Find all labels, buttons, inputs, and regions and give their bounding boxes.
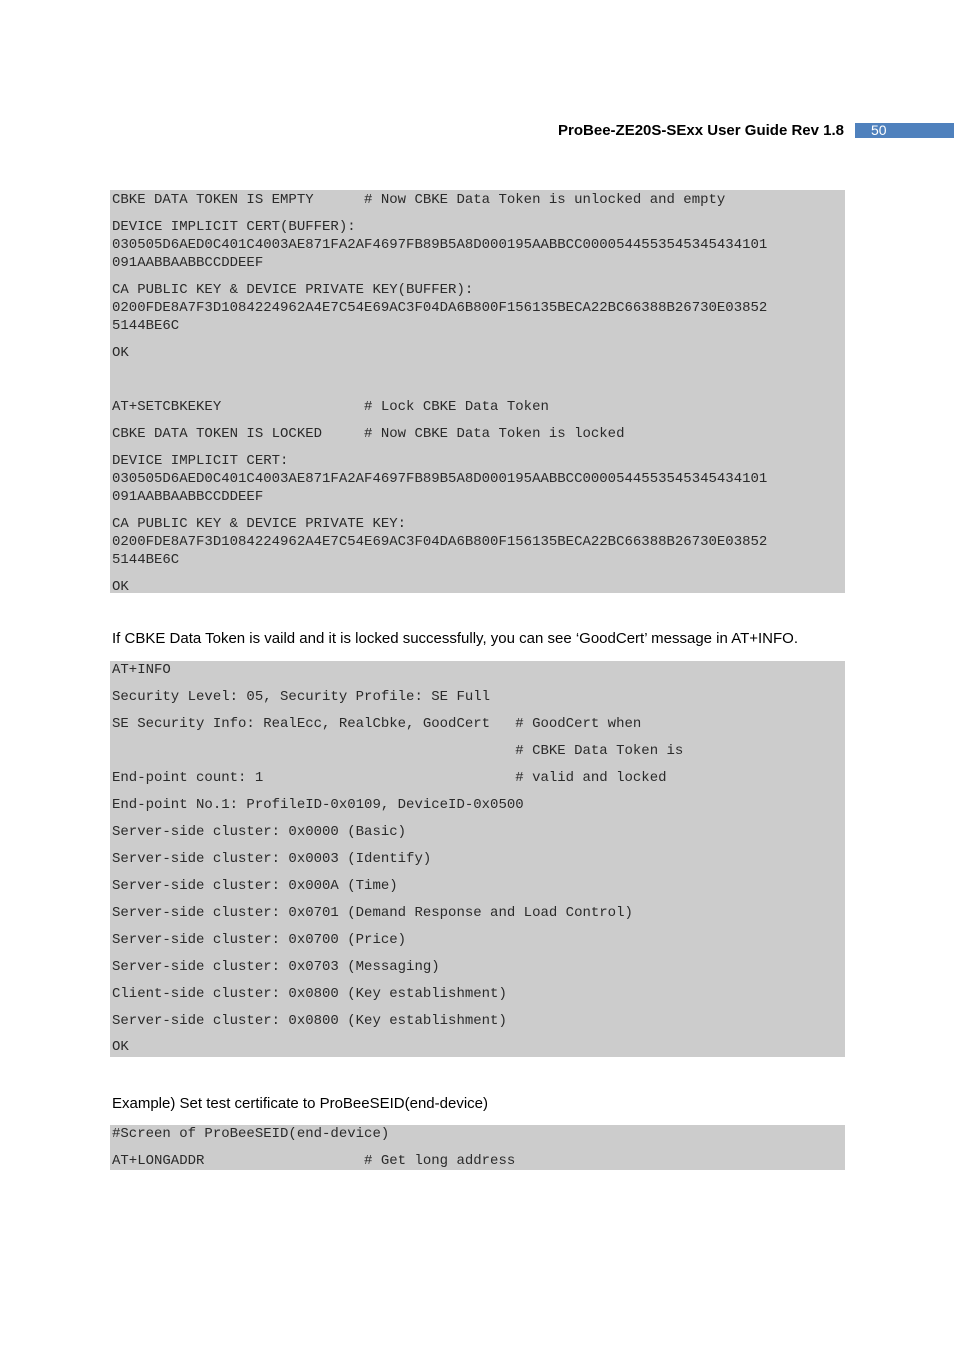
code-line: 091AABBAABBCCDDEEF (112, 489, 264, 505)
code-line: End-point No.1: ProfileID-0x0109, DeviceID-0x0500 (112, 797, 524, 813)
code-line: # CBKE Data Token is (112, 743, 684, 759)
code-line: Server-side cluster: 0x0800 (Key establishment) (112, 1013, 507, 1029)
code-line: SE Security Info: RealEcc, RealCbke, GoodCert # GoodCert when (112, 716, 642, 732)
code-block-cbke-token (110, 190, 845, 593)
code-line: Security Level: 05, Security Profile: SE Full (112, 689, 491, 705)
code-line: DEVICE IMPLICIT CERT: (112, 453, 289, 469)
code-line: #Screen of ProBeeSEID(end-device) (112, 1126, 390, 1142)
code-line: CA PUBLIC KEY & DEVICE PRIVATE KEY: (112, 516, 407, 532)
document-title: ProBee-ZE20S-SExx User Guide Rev 1.8 (558, 122, 844, 139)
code-line: 030505D6AED0C401C4003AE871FA2AF4697FB89B5A8D000195AABBCC0000544553545345434101 (112, 237, 768, 253)
code-line: AT+INFO (112, 662, 171, 678)
code-block-at-info (110, 661, 845, 1057)
code-line: AT+LONGADDR # Get long address (112, 1153, 516, 1169)
code-line: Server-side cluster: 0x0701 (Demand Response and Load Control) (112, 905, 633, 921)
code-line: 0200FDE8A7F3D1084224962A4E7C54E69AC3F04DA6B800F156135BECA22BC66388B26730E03852 (112, 300, 768, 316)
code-line: Server-side cluster: 0x0703 (Messaging) (112, 959, 440, 975)
code-line: AT+SETCBKEKEY # Lock CBKE Data Token (112, 399, 549, 415)
body-paragraph: If CBKE Data Token is vaild and it is locked successfully, you can see ‘GoodCert’ message in AT+INFO. (112, 630, 799, 647)
code-line: Server-side cluster: 0x0700 (Price) (112, 932, 407, 948)
code-line: 0200FDE8A7F3D1084224962A4E7C54E69AC3F04DA6B800F156135BECA22BC66388B26730E03852 (112, 534, 768, 550)
code-line: OK (112, 1039, 129, 1055)
code-line: Server-side cluster: 0x000A (Time) (112, 878, 398, 894)
code-line: DEVICE IMPLICIT CERT(BUFFER): (112, 219, 356, 235)
code-line: CBKE DATA TOKEN IS EMPTY # Now CBKE Data Token is unlocked and empty (112, 192, 726, 208)
code-line: OK (112, 579, 129, 595)
code-block-longaddr (110, 1125, 845, 1170)
code-line: 030505D6AED0C401C4003AE871FA2AF4697FB89B5A8D000195AABBCC0000544553545345434101 (112, 471, 768, 487)
code-line: CBKE DATA TOKEN IS LOCKED # Now CBKE Data Token is locked (112, 426, 625, 442)
code-line: Client-side cluster: 0x0800 (Key establishment) (112, 986, 507, 1002)
code-line: 091AABBAABBCCDDEEF (112, 255, 264, 271)
code-line: Server-side cluster: 0x0003 (Identify) (112, 851, 432, 867)
code-line: OK (112, 345, 129, 361)
code-line: CA PUBLIC KEY & DEVICE PRIVATE KEY(BUFFER): (112, 282, 474, 298)
code-line: End-point count: 1 # valid and locked (112, 770, 667, 786)
page-number-badge: 50 (855, 123, 954, 138)
body-paragraph: Example) Set test certificate to ProBeeSEID(end-device) (112, 1095, 488, 1112)
code-line: 5144BE6C (112, 318, 180, 334)
code-line: 5144BE6C (112, 552, 180, 568)
code-line: Server-side cluster: 0x0000 (Basic) (112, 824, 407, 840)
